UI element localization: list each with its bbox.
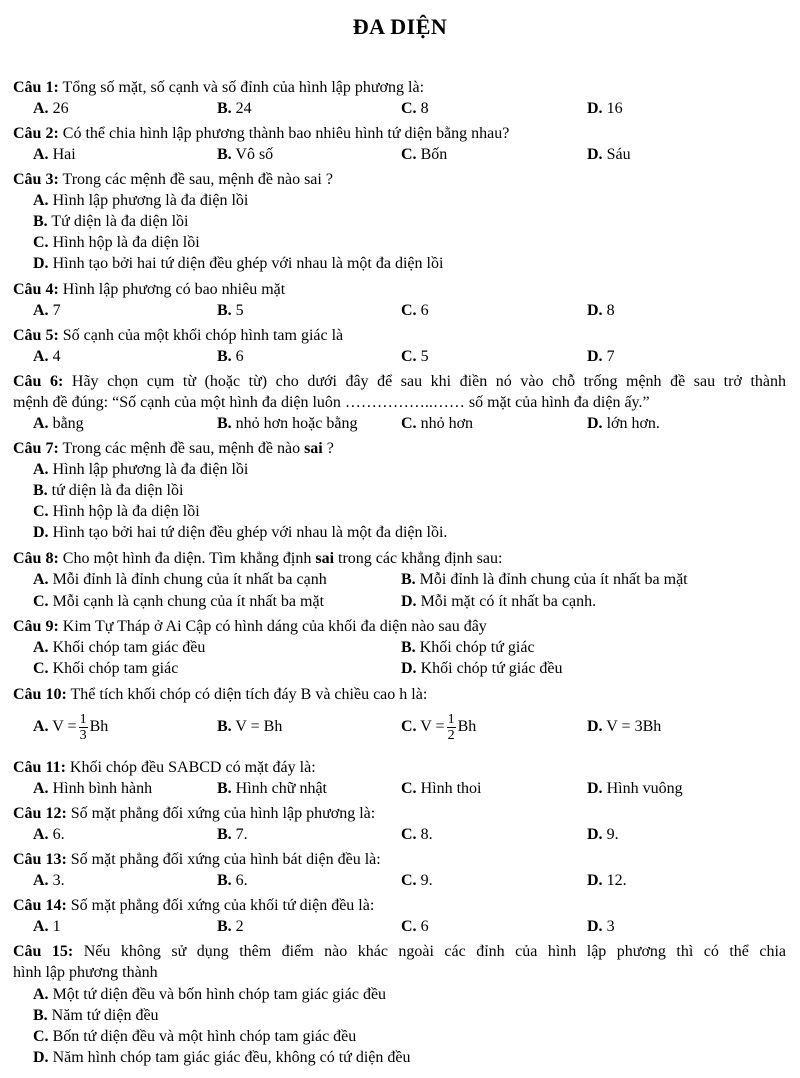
- question-text: Cho một hình đa diện. Tìm khẳng định: [58, 550, 316, 567]
- option-text: tứ diện là đa diện lồi: [47, 482, 184, 499]
- question-label: Câu 11:: [13, 759, 66, 776]
- question-1: [13, 78, 786, 98]
- option-label: A.: [33, 872, 49, 889]
- option-b[interactable]: [217, 917, 244, 937]
- question-label: Câu 15:: [13, 943, 74, 960]
- option-label: B.: [217, 302, 232, 319]
- option-label: D.: [587, 302, 603, 319]
- option-b[interactable]: [33, 481, 183, 501]
- option-d[interactable]: [401, 592, 596, 612]
- option-text: 3: [602, 918, 615, 935]
- option-b[interactable]: [217, 301, 244, 321]
- option-label: A.: [33, 100, 49, 117]
- option-text: V = Bh: [235, 718, 283, 735]
- question-label: Câu 6:: [13, 373, 64, 390]
- option-text: Hình lập phương là đa điện lồi: [48, 461, 249, 478]
- option-text: 6: [231, 348, 244, 365]
- option-label: D.: [587, 872, 603, 889]
- option-b[interactable]: [33, 1006, 159, 1026]
- option-a[interactable]: [33, 917, 61, 937]
- question-label: Câu 8:: [13, 550, 59, 567]
- option-label: A.: [33, 639, 49, 656]
- option-label: B.: [33, 213, 48, 230]
- question-4: [13, 280, 786, 300]
- option-label: D.: [587, 780, 603, 797]
- option-label: D.: [33, 1049, 49, 1066]
- question-6-continued: mệnh đề đúng: “Số cạnh của một hình đa diện luôn ……………..…… số mặt của hình đa diện ấy.”: [13, 394, 650, 411]
- option-label: B.: [33, 1007, 48, 1024]
- option-label: C.: [401, 146, 417, 163]
- question-label: Câu 7:: [13, 440, 59, 457]
- option-d[interactable]: [33, 523, 447, 543]
- option-d[interactable]: [33, 254, 443, 274]
- formula-prefix: V =: [52, 718, 77, 735]
- option-b[interactable]: [217, 145, 273, 165]
- option-text: 6: [416, 918, 429, 935]
- option-c[interactable]: [401, 825, 433, 845]
- denominator: 2: [447, 727, 455, 743]
- option-c[interactable]: [33, 659, 178, 679]
- question-label: Câu 1:: [13, 79, 59, 96]
- option-label: A.: [33, 192, 49, 209]
- option-label: B.: [217, 780, 232, 797]
- option-label: D.: [587, 918, 603, 935]
- option-label: D.: [587, 348, 603, 365]
- question-label: Câu 2:: [13, 125, 59, 142]
- option-label: C.: [33, 503, 49, 520]
- option-a[interactable]: [33, 145, 76, 165]
- option-label: A.: [33, 918, 49, 935]
- option-c[interactable]: [401, 708, 476, 746]
- option-label: B.: [401, 639, 416, 656]
- option-label: C.: [401, 872, 417, 889]
- question-3: [13, 170, 786, 190]
- option-c[interactable]: [401, 414, 473, 434]
- option-c[interactable]: [401, 871, 433, 891]
- option-label: C.: [401, 348, 417, 365]
- option-a[interactable]: [33, 985, 386, 1005]
- option-text: 9.: [602, 826, 619, 843]
- question-tail: ?: [322, 440, 334, 457]
- question-label: Câu 5:: [13, 327, 59, 344]
- option-d[interactable]: [587, 99, 623, 119]
- option-label: D.: [587, 415, 603, 432]
- option-text: Hình tạo bởi hai tứ diện đều ghép với nhau là một đa diện lồi: [48, 255, 444, 272]
- option-label: A.: [33, 571, 49, 588]
- question-8: [13, 549, 786, 569]
- option-label: C.: [401, 780, 417, 797]
- fraction: [79, 712, 88, 743]
- question-text: Số mặt phẳng đối xứng của hình bát diện đều là:: [66, 851, 381, 868]
- formula-prefix: V =: [420, 718, 445, 735]
- question-15: [13, 942, 786, 962]
- option-b[interactable]: [401, 570, 688, 590]
- question-label: Câu 3:: [13, 171, 59, 188]
- question-text: Số mặt phẳng đối xứng của hình lập phương là:: [66, 805, 376, 822]
- option-c[interactable]: [401, 301, 429, 321]
- option-text: Mỗi mặt có ít nhất ba cạnh.: [416, 593, 597, 610]
- option-label: D.: [587, 826, 603, 843]
- option-text: Khối chóp tam giác đều: [48, 639, 206, 656]
- option-c[interactable]: [401, 779, 481, 799]
- option-text: Sáu: [602, 146, 631, 163]
- question-text: Số mặt phẳng đối xứng của khối tứ diện đều là:: [66, 897, 375, 914]
- numerator: 1: [79, 711, 87, 727]
- option-label: D.: [587, 100, 603, 117]
- option-label: D.: [401, 593, 417, 610]
- option-label: B.: [217, 415, 232, 432]
- option-b[interactable]: [217, 825, 248, 845]
- option-text: lớn hơn.: [602, 415, 660, 432]
- option-label: B.: [217, 718, 232, 735]
- page-title: ĐA DIỆN: [352, 14, 448, 39]
- question-10: [13, 685, 786, 705]
- question-label: Câu 10:: [13, 686, 67, 703]
- option-text: 1: [48, 918, 61, 935]
- question-12: [13, 804, 786, 824]
- option-label: A.: [33, 826, 49, 843]
- question-text: Có thể chia hình lập phương thành bao nhiêu hình tứ diện bằng nhau?: [58, 125, 510, 142]
- numerator: 1: [447, 711, 455, 727]
- option-text: Hình chữ nhật: [231, 780, 327, 797]
- option-text: 8: [602, 302, 615, 319]
- question-15-continued: hình lập phương thành: [13, 964, 158, 981]
- question-text: Nếu không sử dụng thêm điểm nào khác ngoài các đỉnh của hình lập phương thì có thể chia: [73, 943, 787, 960]
- option-label: A.: [33, 302, 49, 319]
- option-a[interactable]: [33, 570, 327, 590]
- option-text: Hình tạo bởi hai tứ diện đều ghép với nhau là một đa diện lồi.: [48, 524, 448, 541]
- option-label: B.: [217, 826, 232, 843]
- question-text: Hãy chọn cụm từ (hoặc từ) cho dưới đây để sau khi điền nó vào chỗ trống mệnh đề sau trở thành: [63, 373, 786, 390]
- question-text: Khối chóp đều SABCD có mặt đáy là:: [65, 759, 316, 776]
- option-label: A.: [33, 348, 49, 365]
- option-c[interactable]: [33, 1027, 356, 1047]
- option-d[interactable]: [401, 659, 563, 679]
- option-text: 2: [231, 918, 244, 935]
- question-text: Trong các mệnh đề sau, mệnh đề nào sai ?: [58, 171, 333, 188]
- option-text: 4: [48, 348, 61, 365]
- question-text: Kim Tự Tháp ở Ai Cập có hình dáng của khối đa diện nào sau đây: [58, 618, 487, 635]
- option-label: B.: [217, 872, 232, 889]
- option-a[interactable]: [33, 191, 248, 211]
- option-text: Mỗi cạnh là cạnh chung của ít nhất ba mặt: [48, 593, 325, 610]
- option-text: Hai: [48, 146, 76, 163]
- option-a[interactable]: [33, 301, 61, 321]
- option-text: Hình bình hành: [48, 780, 153, 797]
- option-text: 7: [602, 348, 615, 365]
- question-label: Câu 4:: [13, 281, 59, 298]
- option-text: 6.: [231, 872, 248, 889]
- fraction: [447, 712, 456, 743]
- option-text: 6: [416, 302, 429, 319]
- option-b[interactable]: [217, 779, 327, 799]
- option-a[interactable]: [33, 638, 205, 658]
- question-text: Tổng số mặt, số cạnh và số đỉnh của hình lập phương là:: [58, 79, 425, 96]
- option-label: D.: [33, 524, 49, 541]
- option-label: C.: [401, 826, 417, 843]
- option-d[interactable]: [587, 145, 631, 165]
- option-b[interactable]: [33, 212, 188, 232]
- option-text: Một tứ diện đều và bốn hình chóp tam giác giác đều: [48, 986, 387, 1003]
- option-text: Năm hình chóp tam giác giác đều, không có tứ diện đều: [48, 1049, 411, 1066]
- option-label: C.: [33, 593, 49, 610]
- option-text: 5: [231, 302, 244, 319]
- option-d[interactable]: [587, 779, 683, 799]
- option-d[interactable]: [587, 708, 661, 746]
- option-c[interactable]: [401, 917, 429, 937]
- option-label: C.: [401, 415, 417, 432]
- question-7: [13, 439, 786, 459]
- option-text: 5: [416, 348, 429, 365]
- option-text: 24: [231, 100, 252, 117]
- option-d[interactable]: [587, 347, 615, 367]
- option-d[interactable]: [587, 871, 627, 891]
- option-text: Bốn tứ diện đều và một hình chóp tam giác đều: [48, 1028, 357, 1045]
- question-11: [13, 758, 786, 778]
- option-label: B.: [217, 348, 232, 365]
- option-b[interactable]: [401, 638, 535, 658]
- option-label: C.: [401, 718, 417, 735]
- option-c[interactable]: [33, 592, 324, 612]
- option-text: 9.: [416, 872, 433, 889]
- question-tail: trong các khẳng định sau:: [334, 550, 503, 567]
- question-label: Câu 9:: [13, 618, 59, 635]
- question-label: Câu 13:: [13, 851, 67, 868]
- option-a[interactable]: [33, 708, 108, 746]
- option-label: B.: [217, 146, 232, 163]
- option-text: 8: [416, 100, 429, 117]
- option-b[interactable]: [217, 414, 357, 434]
- formula-suffix: Bh: [89, 718, 109, 735]
- option-c[interactable]: [33, 233, 200, 253]
- option-a[interactable]: [33, 779, 152, 799]
- option-text: Hình hộp là đa diện lồi: [48, 234, 200, 251]
- option-text: Mỗi đỉnh là đỉnh chung của ít nhất ba mặt: [415, 571, 688, 588]
- question-5: [13, 326, 786, 346]
- option-text: Tứ diện là đa diện lồi: [47, 213, 189, 230]
- option-label: A.: [33, 415, 49, 432]
- option-label: C.: [401, 100, 417, 117]
- emphasis: sai: [304, 440, 323, 457]
- option-b[interactable]: [217, 871, 248, 891]
- formula-suffix: Bh: [457, 718, 477, 735]
- option-c[interactable]: [33, 502, 200, 522]
- question-label: Câu 14:: [13, 897, 67, 914]
- option-text: V = 3Bh: [606, 718, 662, 735]
- option-text: Khối chóp tứ giác đều: [416, 660, 563, 677]
- option-text: 7.: [231, 826, 248, 843]
- option-label: D.: [33, 255, 49, 272]
- option-label: C.: [401, 918, 417, 935]
- option-text: Bốn: [416, 146, 448, 163]
- option-a[interactable]: [33, 414, 84, 434]
- option-label: A.: [33, 780, 49, 797]
- option-text: 26: [48, 100, 69, 117]
- option-text: Hình lập phương là đa điện lồi: [48, 192, 249, 209]
- option-a[interactable]: [33, 347, 61, 367]
- option-text: 12.: [602, 872, 627, 889]
- option-text: Hình vuông: [602, 780, 683, 797]
- question-text: Trong các mệnh đề sau, mệnh đề nào: [58, 440, 305, 457]
- question-6: [13, 372, 786, 392]
- option-a[interactable]: [33, 460, 248, 480]
- question-13: [13, 850, 786, 870]
- option-text: nhỏ hơn: [416, 415, 474, 432]
- option-text: Hình hộp là đa diện lồi: [48, 503, 200, 520]
- question-text: Thể tích khối chóp có diện tích đáy B và chiều cao h là:: [66, 686, 428, 703]
- question-text: Hình lập phương có bao nhiêu mặt: [58, 281, 286, 298]
- option-label: A.: [33, 461, 49, 478]
- emphasis: sai: [315, 550, 335, 567]
- option-label: A.: [33, 718, 49, 735]
- option-text: Năm tứ diện đều: [47, 1007, 159, 1024]
- option-b[interactable]: [217, 708, 282, 746]
- option-d[interactable]: [587, 825, 619, 845]
- option-text: 3.: [48, 872, 65, 889]
- option-d[interactable]: [33, 1048, 410, 1068]
- option-label: A.: [33, 146, 49, 163]
- option-a[interactable]: [33, 825, 65, 845]
- question-9: [13, 617, 786, 637]
- option-text: 16: [602, 100, 623, 117]
- option-label: C.: [33, 1028, 49, 1045]
- question-label: Câu 12:: [13, 805, 67, 822]
- denominator: 3: [79, 727, 87, 743]
- option-label: D.: [587, 718, 603, 735]
- option-c[interactable]: [401, 99, 429, 119]
- option-label: C.: [33, 234, 49, 251]
- question-14: [13, 896, 786, 916]
- option-b[interactable]: [217, 99, 252, 119]
- option-a[interactable]: [33, 871, 65, 891]
- option-label: C.: [401, 302, 417, 319]
- option-text: 8.: [416, 826, 433, 843]
- option-label: B.: [33, 482, 48, 499]
- option-text: Mỗi đỉnh là đỉnh chung của ít nhất ba cạnh: [48, 571, 327, 588]
- option-d[interactable]: [587, 917, 615, 937]
- option-a[interactable]: [33, 99, 69, 119]
- option-text: Khối chóp tứ giác: [415, 639, 535, 656]
- option-label: B.: [217, 918, 232, 935]
- option-label: B.: [401, 571, 416, 588]
- option-label: D.: [587, 146, 603, 163]
- option-text: bằng: [48, 415, 84, 432]
- option-label: D.: [401, 660, 417, 677]
- option-b[interactable]: [217, 347, 244, 367]
- option-d[interactable]: [587, 301, 615, 321]
- option-label: B.: [217, 100, 232, 117]
- question-text: Số cạnh của một khối chóp hình tam giác là: [58, 327, 344, 344]
- option-text: 7: [48, 302, 61, 319]
- option-text: 6.: [48, 826, 65, 843]
- option-label: C.: [33, 660, 49, 677]
- option-c[interactable]: [401, 347, 429, 367]
- option-c[interactable]: [401, 145, 447, 165]
- option-d[interactable]: [587, 414, 660, 434]
- option-text: Hình thoi: [416, 780, 482, 797]
- option-label: A.: [33, 986, 49, 1003]
- option-text: nhỏ hơn hoặc bằng: [231, 415, 358, 432]
- option-text: Khối chóp tam giác: [48, 660, 179, 677]
- option-text: Vô số: [231, 146, 274, 163]
- question-2: [13, 124, 786, 144]
